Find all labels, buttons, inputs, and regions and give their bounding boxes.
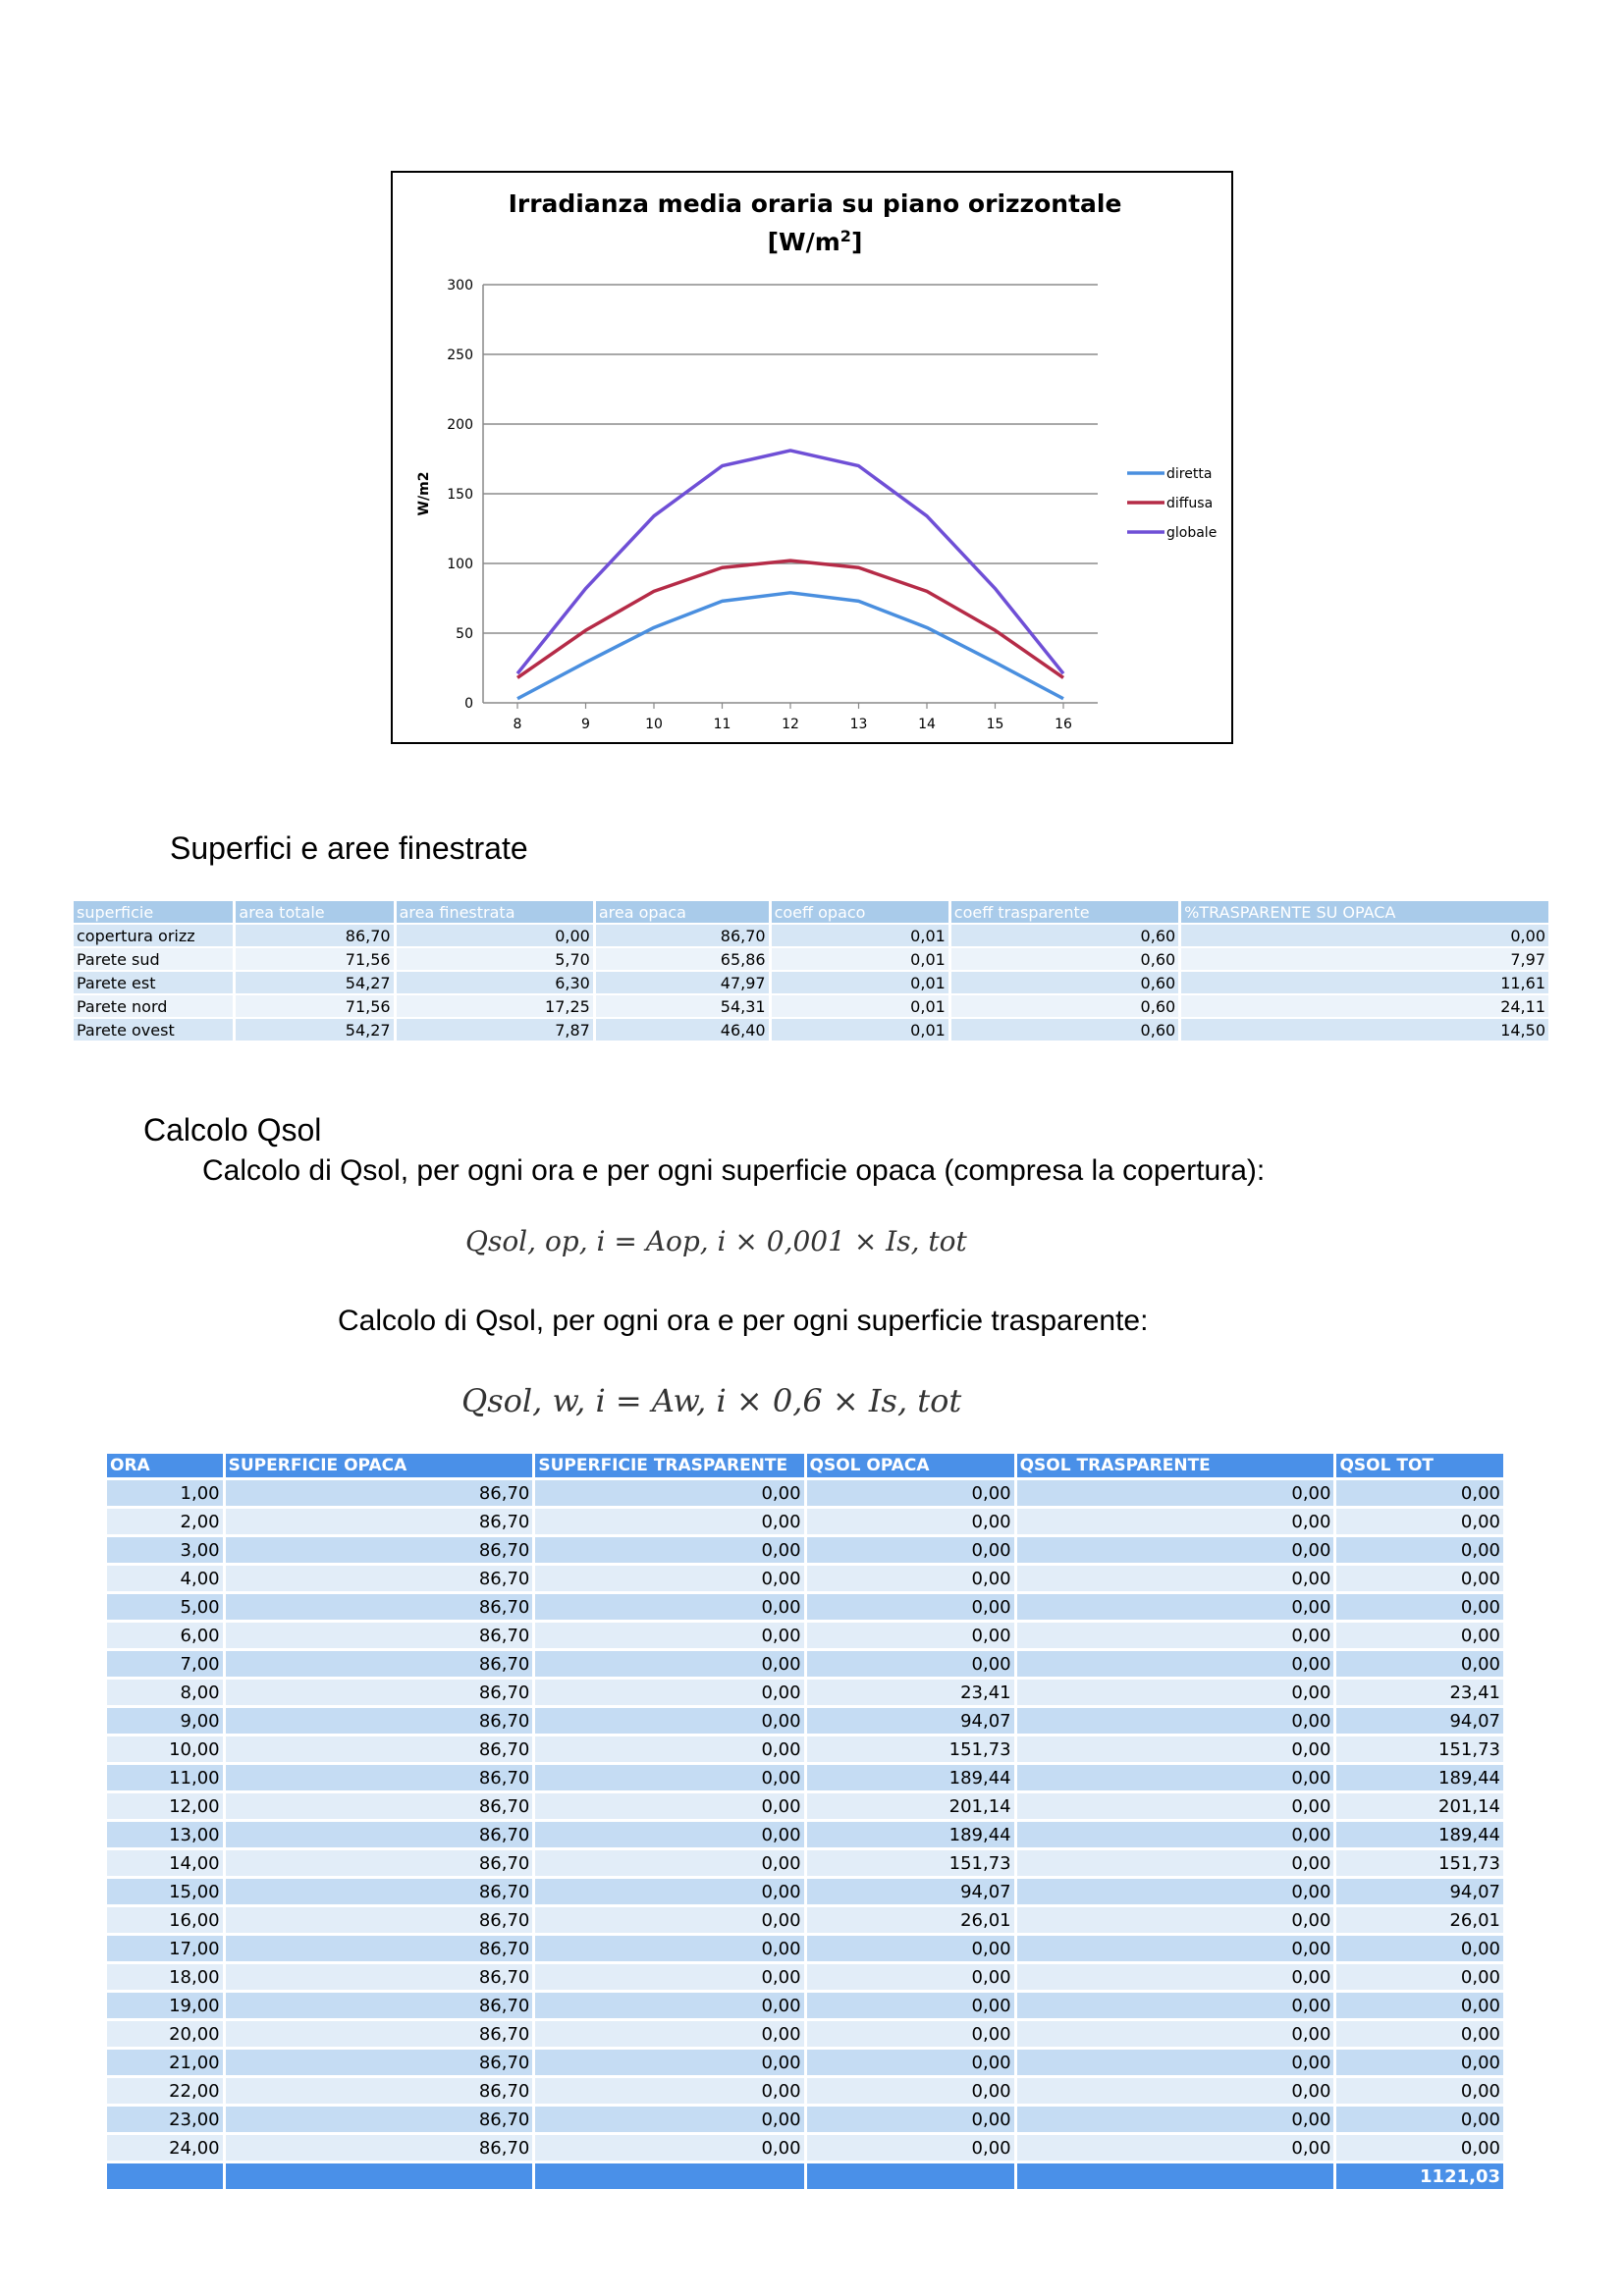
table-cell: 0,00 — [1336, 2078, 1503, 2104]
table-cell: 54,27 — [236, 1019, 393, 1041]
table-cell: 0,00 — [1017, 1680, 1334, 1705]
table-cell: 0,00 — [535, 1964, 803, 1990]
table-cell: 0,00 — [535, 1850, 803, 1876]
surfaces-table-header — [74, 901, 1548, 923]
qsol-table-header — [107, 1454, 1503, 1477]
table-cell: 0,00 — [1017, 1708, 1334, 1734]
y-tick-label: 250 — [447, 347, 473, 363]
table-row — [107, 1594, 1503, 1620]
table-cell: 0,60 — [951, 925, 1178, 946]
x-tick-label: 13 — [849, 717, 868, 732]
table-cell: 0,00 — [1017, 1566, 1334, 1591]
total-empty-cell — [226, 2163, 533, 2189]
table-cell: 0,00 — [1017, 1822, 1334, 1847]
table-cell: 0,00 — [535, 1936, 803, 1961]
table-cell: 0,00 — [807, 1594, 1014, 1620]
table-cell: 189,44 — [1336, 1822, 1503, 1847]
table-cell: 86,70 — [226, 1708, 533, 1734]
table-cell: 0,60 — [951, 948, 1178, 970]
column-header: ORA — [107, 1454, 223, 1477]
table-cell: 86,70 — [226, 1680, 533, 1705]
table-cell: 86,70 — [226, 2021, 533, 2047]
table-cell: 0,00 — [535, 1736, 803, 1762]
table-cell: 86,70 — [226, 1736, 533, 1762]
table-row — [107, 1623, 1503, 1648]
surfaces-table — [71, 899, 1551, 1042]
table-row — [107, 1765, 1503, 1790]
table-row — [107, 1879, 1503, 1904]
hour-cell: 12,00 — [107, 1793, 223, 1819]
table-row — [74, 1019, 1548, 1041]
table-row — [107, 2135, 1503, 2161]
table-row — [107, 1907, 1503, 1933]
column-header: SUPERFICIE OPACA — [226, 1454, 533, 1477]
table-cell: 0,00 — [807, 1993, 1014, 2018]
table-cell: 0,00 — [1336, 2135, 1503, 2161]
column-header: SUPERFICIE TRASPARENTE — [535, 1454, 803, 1477]
table-row — [107, 2050, 1503, 2075]
qsol-opaque-text: Calcolo di Qsol, per ogni ora e per ogni superficie opaca (compresa la copertura): — [202, 1154, 1266, 1187]
table-cell: 14,50 — [1181, 1019, 1548, 1041]
table-cell: 0,00 — [1017, 1651, 1334, 1677]
column-header: QSOL TOT — [1336, 1454, 1503, 1477]
table-cell: 54,27 — [236, 972, 393, 993]
table-cell: 11,61 — [1181, 972, 1548, 993]
table-cell: 86,70 — [226, 1537, 533, 1563]
table-cell: 5,70 — [397, 948, 593, 970]
column-header: coeff opaco — [772, 901, 948, 923]
table-cell: 0,00 — [807, 1936, 1014, 1961]
table-cell: 0,00 — [1017, 1850, 1334, 1876]
y-tick-label: 300 — [447, 278, 473, 294]
table-cell: 0,01 — [772, 925, 948, 946]
table-cell: 0,00 — [1336, 1964, 1503, 1990]
legend-label-globale: globale — [1166, 525, 1218, 541]
hour-cell: 19,00 — [107, 1993, 223, 2018]
table-cell: 54,31 — [596, 995, 769, 1017]
table-cell: 0,00 — [807, 1964, 1014, 1990]
total-row — [107, 2163, 1503, 2189]
hour-cell: 7,00 — [107, 1651, 223, 1677]
table-cell: 0,00 — [535, 1594, 803, 1620]
table-cell: 0,00 — [1336, 1651, 1503, 1677]
table-cell: 0,00 — [807, 1537, 1014, 1563]
hour-cell: 24,00 — [107, 2135, 223, 2161]
hour-cell: 14,00 — [107, 1850, 223, 1876]
table-cell: 26,01 — [1336, 1907, 1503, 1933]
hour-cell: 21,00 — [107, 2050, 223, 2075]
total-empty-cell — [107, 2163, 223, 2189]
hour-cell: 17,00 — [107, 1936, 223, 1961]
column-header: QSOL OPACA — [807, 1454, 1014, 1477]
table-row — [107, 1509, 1503, 1534]
table-cell: 23,41 — [1336, 1680, 1503, 1705]
table-cell: 0,00 — [535, 2135, 803, 2161]
table-cell: 86,70 — [226, 1879, 533, 1904]
table-cell: 0,00 — [1017, 1480, 1334, 1506]
table-cell: 0,00 — [1017, 1936, 1334, 1961]
hour-cell: 22,00 — [107, 2078, 223, 2104]
table-row — [107, 1566, 1503, 1591]
table-row — [107, 2021, 1503, 2047]
table-cell: 94,07 — [807, 1708, 1014, 1734]
table-cell: 0,00 — [535, 1680, 803, 1705]
table-cell: 201,14 — [1336, 1793, 1503, 1819]
table-cell: 0,00 — [807, 2050, 1014, 2075]
chart-title-unit-sup: 2 — [839, 227, 851, 245]
table-cell: 86,70 — [596, 925, 769, 946]
table-cell: 0,00 — [535, 1708, 803, 1734]
hour-cell: 3,00 — [107, 1537, 223, 1563]
table-cell: 151,73 — [1336, 1850, 1503, 1876]
x-tick-label: 16 — [1055, 717, 1072, 732]
qsol-total-value: 1121,03 — [1336, 2163, 1503, 2189]
irradiance-chart — [391, 171, 1233, 744]
y-tick-label: 50 — [456, 626, 473, 642]
table-cell: 0,00 — [535, 1566, 803, 1591]
table-row — [107, 1480, 1503, 1506]
table-cell: 0,00 — [807, 2135, 1014, 2161]
column-header: %TRASPARENTE SU OPACA — [1181, 901, 1548, 923]
table-row — [107, 2107, 1503, 2132]
table-cell: 86,70 — [226, 1793, 533, 1819]
chart-title-unit-prefix: [W/m — [767, 228, 840, 256]
y-tick-label: 0 — [464, 696, 473, 712]
table-row — [107, 1537, 1503, 1563]
table-cell: 0,00 — [535, 2050, 803, 2075]
row-label: Parete ovest — [74, 1019, 233, 1041]
table-cell: 65,86 — [596, 948, 769, 970]
chart-canvas — [393, 173, 1231, 742]
table-cell: 0,00 — [807, 1623, 1014, 1648]
table-cell: 0,00 — [1017, 1736, 1334, 1762]
table-row — [107, 2078, 1503, 2104]
table-cell: 0,00 — [1017, 1993, 1334, 2018]
table-cell: 86,70 — [226, 1594, 533, 1620]
chart-title-unit-suffix: ] — [850, 228, 863, 256]
table-cell: 71,56 — [236, 948, 393, 970]
table-cell: 0,00 — [535, 1993, 803, 2018]
table-cell: 0,00 — [535, 1480, 803, 1506]
table-row — [107, 1708, 1503, 1734]
table-row — [107, 1651, 1503, 1677]
hour-cell: 8,00 — [107, 1680, 223, 1705]
table-cell: 46,40 — [596, 1019, 769, 1041]
table-cell: 0,00 — [535, 2107, 803, 2132]
hour-cell: 5,00 — [107, 1594, 223, 1620]
table-cell: 0,00 — [1017, 1509, 1334, 1534]
table-cell: 0,00 — [535, 1822, 803, 1847]
table-cell: 86,70 — [226, 2135, 533, 2161]
table-cell: 86,70 — [226, 1964, 533, 1990]
column-header: area finestrata — [397, 901, 593, 923]
x-tick-label: 8 — [513, 717, 522, 732]
table-cell: 0,00 — [1017, 2078, 1334, 2104]
table-cell: 86,70 — [226, 2050, 533, 2075]
table-cell: 0,00 — [1017, 2050, 1334, 2075]
table-cell: 0,00 — [807, 2107, 1014, 2132]
x-tick-label: 12 — [782, 717, 799, 732]
table-cell: 86,70 — [226, 1480, 533, 1506]
hour-cell: 13,00 — [107, 1822, 223, 1847]
table-cell: 0,00 — [1017, 1594, 1334, 1620]
table-cell: 151,73 — [807, 1736, 1014, 1762]
table-cell: 201,14 — [807, 1793, 1014, 1819]
table-cell: 47,97 — [596, 972, 769, 993]
table-cell: 0,00 — [807, 1651, 1014, 1677]
table-row — [107, 1964, 1503, 1990]
row-label: Parete sud — [74, 948, 233, 970]
table-cell: 189,44 — [1336, 1765, 1503, 1790]
y-tick-label: 100 — [447, 557, 473, 572]
table-row — [107, 1936, 1503, 1961]
table-cell: 86,70 — [236, 925, 393, 946]
table-cell: 86,70 — [226, 1651, 533, 1677]
column-header: QSOL TRASPARENTE — [1017, 1454, 1334, 1477]
table-row — [107, 1822, 1503, 1847]
column-header: area totale — [236, 901, 393, 923]
hour-cell: 11,00 — [107, 1765, 223, 1790]
table-cell: 0,60 — [951, 1019, 1178, 1041]
table-cell: 0,00 — [535, 1765, 803, 1790]
formula-opaque: Qsol, op, i = Aop, i × 0,001 × Is, tot — [465, 1225, 967, 1257]
table-cell: 0,00 — [1017, 1907, 1334, 1933]
hour-cell: 20,00 — [107, 2021, 223, 2047]
table-cell: 0,00 — [1017, 2135, 1334, 2161]
table-cell: 86,70 — [226, 1509, 533, 1534]
table-cell: 0,00 — [1336, 1936, 1503, 1961]
table-row — [74, 972, 1548, 993]
table-cell: 94,07 — [807, 1879, 1014, 1904]
series-line-diffusa — [517, 561, 1063, 677]
table-cell: 0,00 — [1017, 1964, 1334, 1990]
table-cell: 0,00 — [397, 925, 593, 946]
table-cell: 0,01 — [772, 972, 948, 993]
x-tick-label: 11 — [713, 717, 731, 732]
table-cell: 86,70 — [226, 1822, 533, 1847]
table-cell: 17,25 — [397, 995, 593, 1017]
legend-label-diffusa: diffusa — [1166, 496, 1214, 511]
table-cell: 0,00 — [535, 1623, 803, 1648]
table-row — [74, 995, 1548, 1017]
table-cell: 86,70 — [226, 1623, 533, 1648]
formula-transparent: Qsol, w, i = Aw, i × 0,6 × Is, tot — [461, 1382, 962, 1419]
table-cell: 86,70 — [226, 1936, 533, 1961]
total-empty-cell — [807, 2163, 1014, 2189]
hour-cell: 2,00 — [107, 1509, 223, 1534]
table-cell: 0,00 — [535, 1651, 803, 1677]
table-cell: 0,00 — [1336, 1566, 1503, 1591]
table-cell: 0,00 — [1336, 1993, 1503, 2018]
hour-cell: 15,00 — [107, 1879, 223, 1904]
table-cell: 7,97 — [1181, 948, 1548, 970]
y-axis-label: W/m2 — [416, 471, 432, 516]
table-cell: 0,00 — [807, 2078, 1014, 2104]
table-cell: 94,07 — [1336, 1879, 1503, 1904]
chart-title: Irradianza media oraria su piano orizzontale — [508, 189, 1122, 218]
table-cell: 0,00 — [535, 1879, 803, 1904]
table-cell: 0,00 — [1017, 2021, 1334, 2047]
table-cell: 0,00 — [1017, 1537, 1334, 1563]
table-cell: 0,00 — [1336, 1509, 1503, 1534]
table-cell: 0,00 — [535, 1907, 803, 1933]
table-cell: 86,70 — [226, 1765, 533, 1790]
table-cell: 86,70 — [226, 2078, 533, 2104]
table-cell: 0,00 — [807, 1480, 1014, 1506]
qsol-transparent-text: Calcolo di Qsol, per ogni ora e per ogni superficie trasparente: — [338, 1305, 1149, 1337]
qsol-heading: Calcolo Qsol — [143, 1112, 322, 1148]
table-cell: 151,73 — [1336, 1736, 1503, 1762]
series-line-diretta — [517, 593, 1063, 699]
table-cell: 94,07 — [1336, 1708, 1503, 1734]
table-cell: 0,00 — [535, 1537, 803, 1563]
hour-cell: 10,00 — [107, 1736, 223, 1762]
x-tick-label: 9 — [581, 717, 590, 732]
table-cell: 0,60 — [951, 995, 1178, 1017]
total-empty-cell — [1017, 2163, 1334, 2189]
table-cell: 0,00 — [535, 2021, 803, 2047]
hour-cell: 6,00 — [107, 1623, 223, 1648]
hour-cell: 4,00 — [107, 1566, 223, 1591]
table-cell: 0,00 — [1336, 1623, 1503, 1648]
table-cell: 0,00 — [1181, 925, 1548, 946]
row-label: Parete nord — [74, 995, 233, 1017]
table-row — [74, 925, 1548, 946]
column-header: superficie — [74, 901, 233, 923]
table-cell: 0,60 — [951, 972, 1178, 993]
table-cell: 86,70 — [226, 1907, 533, 1933]
hour-cell: 18,00 — [107, 1964, 223, 1990]
table-cell: 0,00 — [535, 1793, 803, 1819]
table-row — [107, 1736, 1503, 1762]
table-cell: 0,01 — [772, 948, 948, 970]
y-tick-label: 150 — [447, 487, 473, 503]
table-cell: 0,00 — [1336, 1480, 1503, 1506]
surfaces-heading: Superfici e aree finestrate — [170, 830, 528, 866]
table-cell: 0,00 — [1017, 1879, 1334, 1904]
x-tick-label: 15 — [986, 717, 1004, 732]
table-row — [107, 1680, 1503, 1705]
table-cell: 0,00 — [807, 2021, 1014, 2047]
hour-cell: 23,00 — [107, 2107, 223, 2132]
legend-label-diretta: diretta — [1166, 466, 1213, 482]
table-cell: 0,00 — [807, 1566, 1014, 1591]
table-cell: 0,00 — [535, 2078, 803, 2104]
table-cell: 0,00 — [1336, 1594, 1503, 1620]
table-row — [107, 1793, 1503, 1819]
x-tick-label: 14 — [918, 717, 936, 732]
table-cell: 0,00 — [1017, 1765, 1334, 1790]
table-row — [107, 1993, 1503, 2018]
table-cell: 24,11 — [1181, 995, 1548, 1017]
table-cell: 86,70 — [226, 1850, 533, 1876]
table-cell: 151,73 — [807, 1850, 1014, 1876]
table-cell: 0,00 — [1017, 2107, 1334, 2132]
hour-cell: 9,00 — [107, 1708, 223, 1734]
table-cell: 86,70 — [226, 2107, 533, 2132]
column-header: area opaca — [596, 901, 769, 923]
table-cell: 189,44 — [807, 1765, 1014, 1790]
table-cell: 0,01 — [772, 1019, 948, 1041]
column-header: coeff trasparente — [951, 901, 1178, 923]
table-cell: 0,00 — [1336, 2021, 1503, 2047]
table-row — [107, 1850, 1503, 1876]
table-cell: 0,00 — [807, 1509, 1014, 1534]
row-label: copertura orizz — [74, 925, 233, 946]
table-cell: 0,00 — [1017, 1623, 1334, 1648]
table-cell: 23,41 — [807, 1680, 1014, 1705]
x-tick-label: 10 — [645, 717, 663, 732]
table-cell: 0,00 — [1017, 1793, 1334, 1819]
table-cell: 6,30 — [397, 972, 593, 993]
table-cell: 7,87 — [397, 1019, 593, 1041]
table-cell: 0,00 — [535, 1509, 803, 1534]
table-cell: 71,56 — [236, 995, 393, 1017]
table-cell: 189,44 — [807, 1822, 1014, 1847]
table-cell: 0,01 — [772, 995, 948, 1017]
y-tick-label: 200 — [447, 417, 473, 433]
table-row — [74, 948, 1548, 970]
row-label: Parete est — [74, 972, 233, 993]
chart-title-unit — [768, 227, 863, 256]
hour-cell: 16,00 — [107, 1907, 223, 1933]
table-cell: 0,00 — [1336, 2107, 1503, 2132]
qsol-table — [104, 1451, 1506, 2192]
table-cell: 86,70 — [226, 1993, 533, 2018]
hour-cell: 1,00 — [107, 1480, 223, 1506]
table-cell: 86,70 — [226, 1566, 533, 1591]
table-cell: 0,00 — [1336, 1537, 1503, 1563]
total-empty-cell — [535, 2163, 803, 2189]
table-cell: 0,00 — [1336, 2050, 1503, 2075]
table-cell: 26,01 — [807, 1907, 1014, 1933]
